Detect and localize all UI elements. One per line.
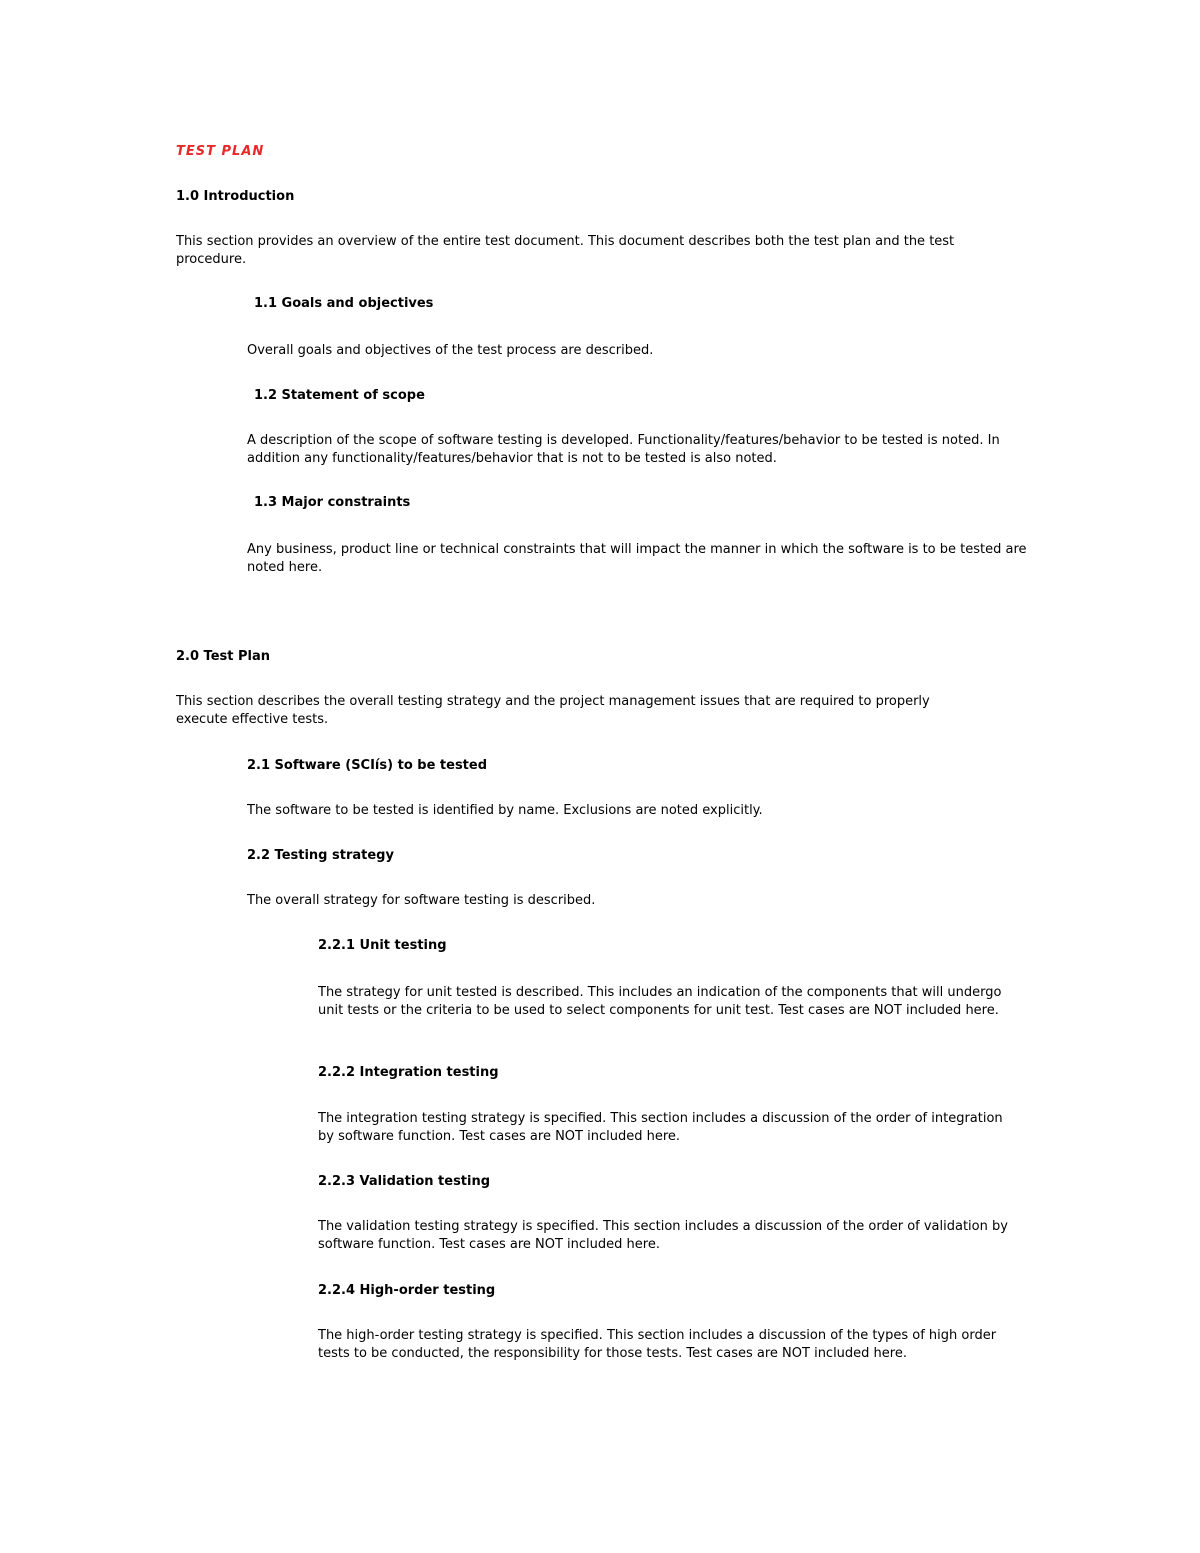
section-body-1-3: Any business, product line or technical constraints that will impact the manner in which the software is to be tested are noted here.	[247, 542, 1027, 575]
section-body-1-1: Overall goals and objectives of the test process are described.	[247, 343, 654, 358]
section-body-2-2-3: The validation testing strategy is specified. This section includes a discussion of the order of validation by software function. Test cases are NOT included here.	[318, 1219, 1008, 1252]
section-heading-2-2-4: 2.2.4 High-order testing	[318, 1283, 496, 1298]
section-heading-1-1: 1.1 Goals and objectives	[254, 296, 434, 311]
section-body-2-1: The software to be tested is identified by name. Exclusions are noted explicitly.	[247, 803, 763, 818]
section-body-2-0: This section describes the overall testing strategy and the project management issues that are required to properly execute effective tests.	[176, 694, 930, 727]
section-heading-1-2: 1.2 Statement of scope	[254, 388, 425, 403]
section-body-1-2: A description of the scope of software testing is developed. Functionality/features/behavior to be tested is noted. In addition any functionality/features/behavior that is not to be tested is also noted.	[247, 433, 1000, 466]
section-heading-2-2-2: 2.2.2 Integration testing	[318, 1065, 499, 1080]
section-heading-1-3: 1.3 Major constraints	[254, 495, 411, 510]
section-body-2-2-4: The high-order testing strategy is specified. This section includes a discussion of the types of high order tests to be conducted, the responsibility for those tests. Test cases are NOT included here.	[318, 1328, 997, 1361]
section-heading-2-2: 2.2 Testing strategy	[247, 848, 394, 863]
section-heading-2-0: 2.0 Test Plan	[176, 649, 271, 664]
section-body-2-2-2: The integration testing strategy is specified. This section includes a discussion of the order of integration by software function. Test cases are NOT included here.	[318, 1111, 1003, 1144]
section-heading-2-2-1: 2.2.1 Unit testing	[318, 938, 447, 953]
section-body-2-2-1: The strategy for unit tested is described. This includes an indication of the components that will undergo unit tests or the criteria to be used to select components for unit test. Test cases are NOT included here.	[318, 985, 1002, 1018]
section-body-1-0: This section provides an overview of the entire test document. This document describes both the test plan and the test procedure.	[176, 234, 955, 267]
section-heading-2-1: 2.1 Software (SCIís) to be tested	[247, 758, 488, 773]
document-title: TEST PLAN	[176, 144, 265, 159]
section-heading-2-2-3: 2.2.3 Validation testing	[318, 1174, 491, 1189]
section-body-2-2: The overall strategy for software testing is described.	[247, 893, 596, 908]
section-heading-1-0: 1.0 Introduction	[176, 189, 295, 204]
